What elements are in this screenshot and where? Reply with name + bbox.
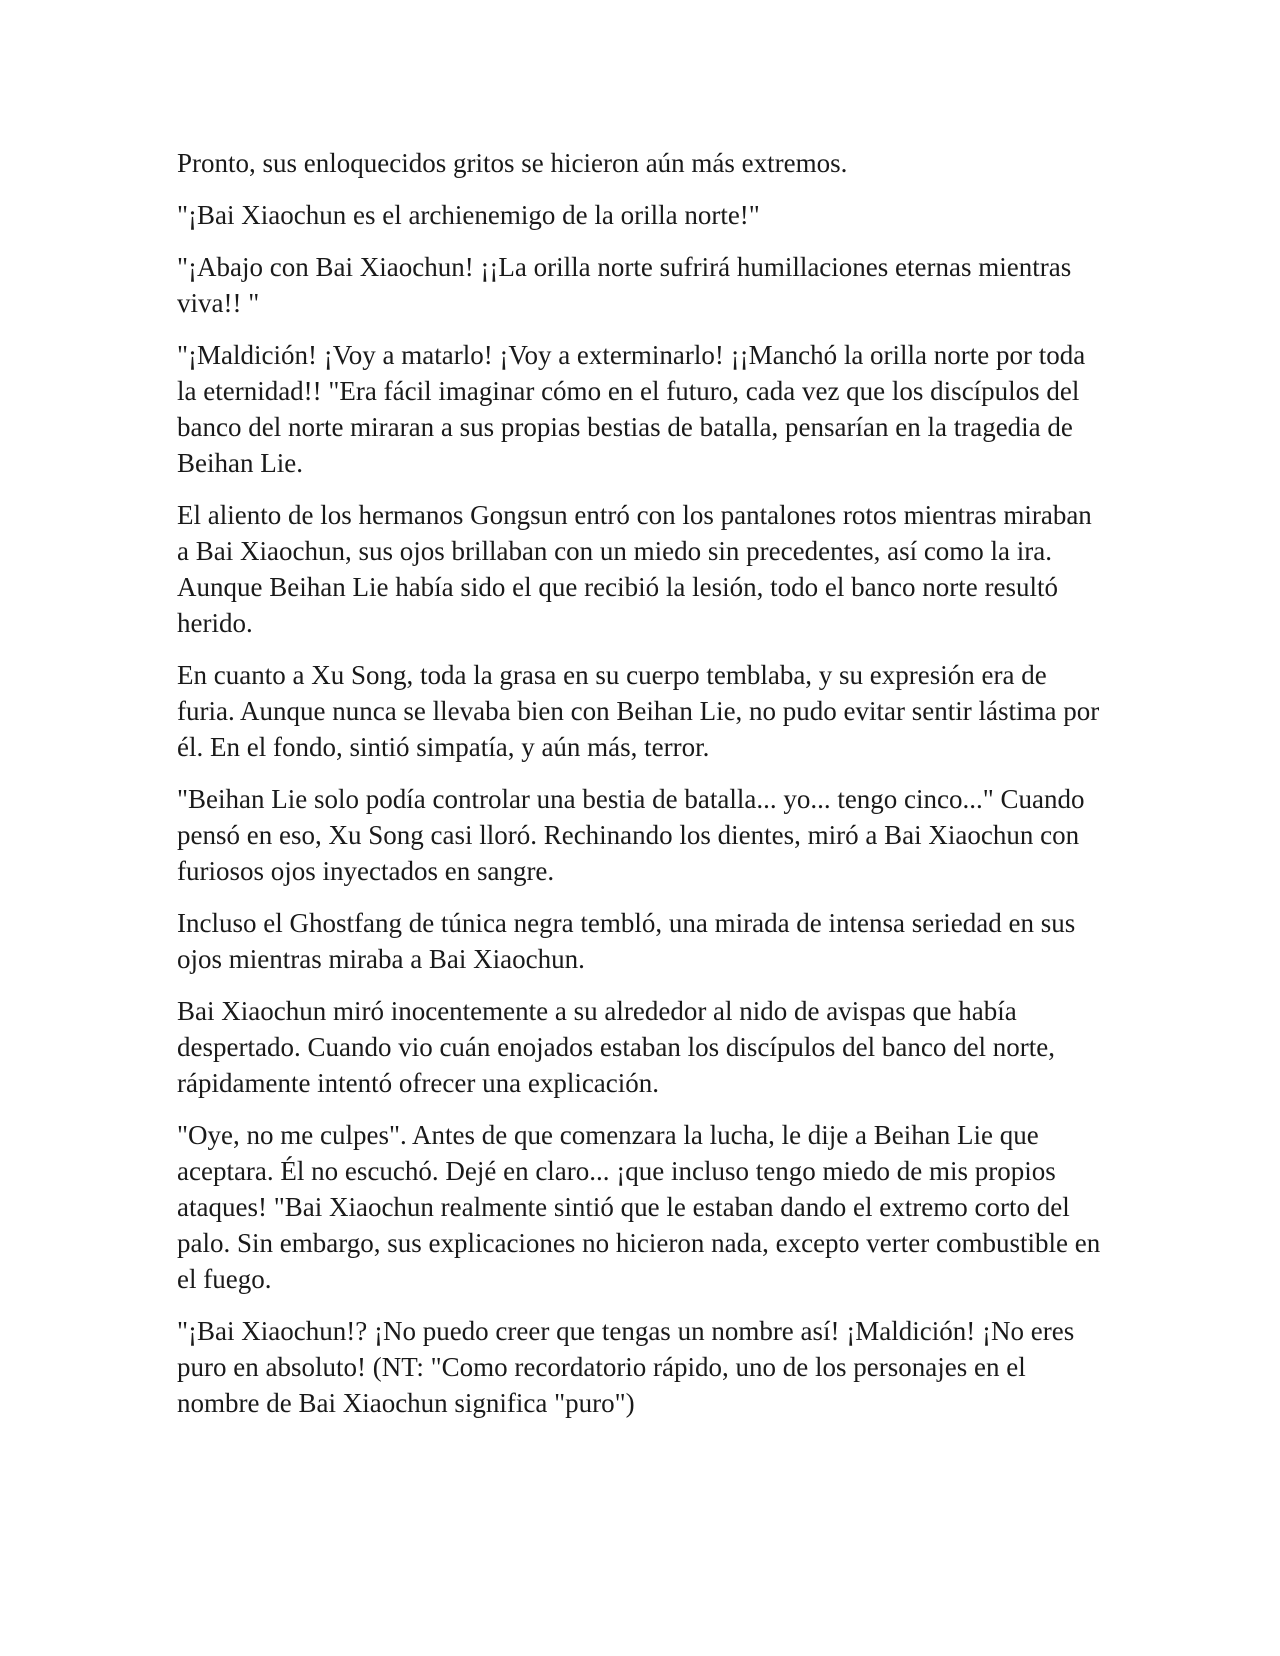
paragraph: "¡Bai Xiaochun!? ¡No puedo creer que tengas un nombre así! ¡Maldición! ¡No eres puro en absoluto! (NT: "Como recordatorio rápido, uno de los personajes en el nombre de Bai Xiaochun significa "puro") — [177, 1316, 1075, 1418]
paragraph: Bai Xiaochun miró inocentemente a su alrededor al nido de avispas que había despertado. Cuando vio cuán enojados estaban los discípulos del banco del norte, rápidamente intentó ofrecer una explicación. — [177, 996, 1056, 1098]
paragraph: "Oye, no me culpes". Antes de que comenzara la lucha, le dije a Beihan Lie que aceptara. Él no escuchó. Dejé en claro... ¡que incluso tengo miedo de mis propios ataques! "Bai Xiaochun realmente sintió que le estaban dando el extremo corto del palo. Sin embargo, sus explicaciones no hicieron nada, excepto verter combustible en el fuego. — [177, 1120, 1101, 1294]
paragraph: "Beihan Lie solo podía controlar una bestia de batalla... yo... tengo cinco..." Cuando pensó en eso, Xu Song casi lloró. Rechinando los dientes, miró a Bai Xiaochun con furiosos ojos inyectados en sangre. — [177, 784, 1085, 886]
paragraph: Incluso el Ghostfang de túnica negra tembló, una mirada de intensa seriedad en sus ojos mientras miraba a Bai Xiaochun. — [177, 908, 1076, 974]
paragraph: El aliento de los hermanos Gongsun entró con los pantalones rotos mientras miraban a Bai Xiaochun, sus ojos brillaban con un miedo sin precedentes, así como la ira. Aunque Beihan Lie había sido el que recibió la lesión, todo el banco norte resultó herido. — [177, 500, 1092, 638]
document-body — [177, 145, 1107, 1437]
paragraph: "¡Abajo con Bai Xiaochun! ¡¡La orilla norte sufrirá humillaciones eternas mientras viva!! " — [177, 252, 1072, 318]
paragraph: "¡Bai Xiaochun es el archienemigo de la orilla norte!" — [177, 200, 760, 230]
paragraph: "¡Maldición! ¡Voy a matarlo! ¡Voy a exterminarlo! ¡¡Manchó la orilla norte por toda la eternidad!! "Era fácil imaginar cómo en el futuro, cada vez que los discípulos del banco del norte miraran a sus propias bestias de batalla, pensarían en la tragedia de Beihan Lie. — [177, 340, 1086, 478]
paragraph: En cuanto a Xu Song, toda la grasa en su cuerpo temblaba, y su expresión era de furia. Aunque nunca se llevaba bien con Beihan Lie, no pudo evitar sentir lástima por él. En el fondo, sintió simpatía, y aún más, terror. — [177, 660, 1100, 762]
paragraph: Pronto, sus enloquecidos gritos se hicieron aún más extremos. — [177, 148, 848, 178]
